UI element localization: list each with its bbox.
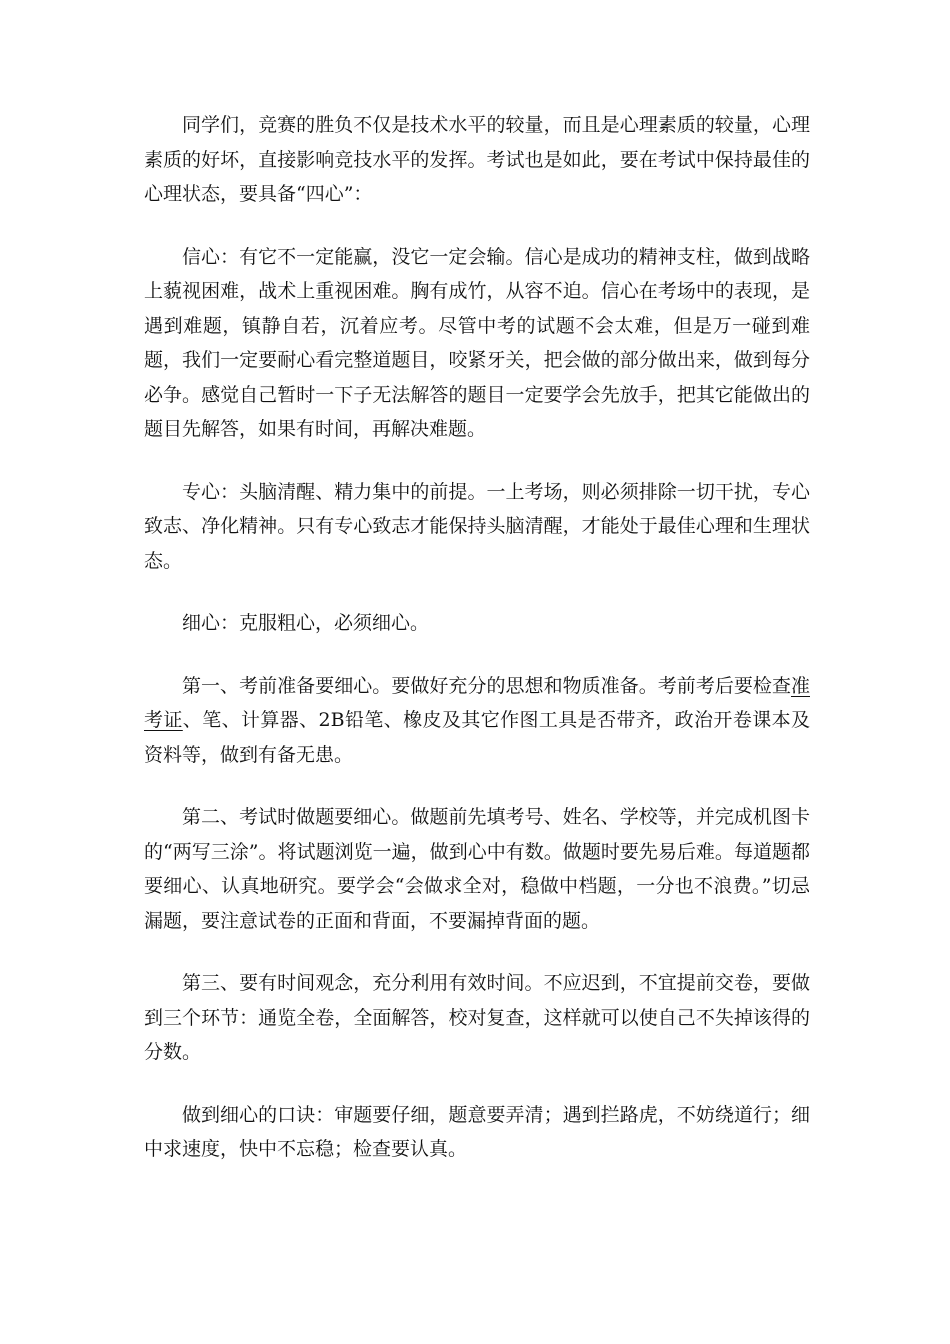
paragraph-third-point: 第三、要有时间观念，充分利用有效时间。不应迟到，不宜提前交卷，要做到三个环节：通览全卷，全面解答，校对复查，这样就可以使自己不失掉该得的分数。	[144, 972, 810, 1063]
first-point-text-before: 第一、考前准备要细心。要做好充分的思想和物质准备。考前考后要检查	[182, 674, 791, 697]
paragraph-intro: 同学们，竞赛的胜负不仅是技术水平的较量，而且是心理素质的较量，心理素质的好坏，直接影响竞技水平的发挥。考试也是如此，要在考试中保持最佳的心理状态，要具备“四心”：	[144, 114, 810, 205]
paragraph-confidence: 信心：有它不一定能赢，没它一定会输。信心是成功的精神支柱，做到战略上藐视困难，战术上重视困难。胸有成竹，从容不迫。信心在考场中的表现，是遇到难题，镇静自若，沉着应考。尽管中考的试题不会太难，但是万一碰到难题，我们一定要耐心看完整道题目，咬紧牙关，把会做的部分做出来，做到每分必争。感觉自己暂时一下子无法解答的题目一定要学会先放手，把其它能做出的题目先解答，如果有时间，再解决难题。	[144, 245, 810, 440]
document-body	[144, 108, 810, 1195]
first-point-text-after: 、笔、计算器、2B铅笔、橡皮及其它作图工具是否带齐，政治开卷课本及资料等，做到有备无患。	[144, 709, 810, 766]
underlined-term: 准考证	[144, 674, 810, 731]
paragraph-second-point: 第二、考试时做题要细心。做题前先填考号、姓名、学校等，并完成机图卡的“两写三涂”。将试题浏览一遍，做到心中有数。做题时要先易后难。每道题都要细心、认真地研究。要学会“会做求全对，稳做中档题，一分也不浪费。”切忌漏题，要注意试卷的正面和背面，不要漏掉背面的题。	[144, 806, 810, 932]
paragraph-carefulness: 细心：克服粗心，必须细心。	[182, 612, 430, 634]
paragraph-focus: 专心：头脑清醒、精力集中的前提。一上考场，则必须排除一切干扰，专心致志、净化精神。只有专心致志才能保持头脑清醒，才能处于最佳心理和生理状态。	[144, 480, 810, 572]
paragraph-first-point	[144, 669, 810, 773]
paragraph-mnemonic: 做到细心的口诀：审题要仔细，题意要弄清；遇到拦路虎，不妨绕道行；细中求速度，快中不忘稳；检查要认真。	[144, 1103, 810, 1160]
